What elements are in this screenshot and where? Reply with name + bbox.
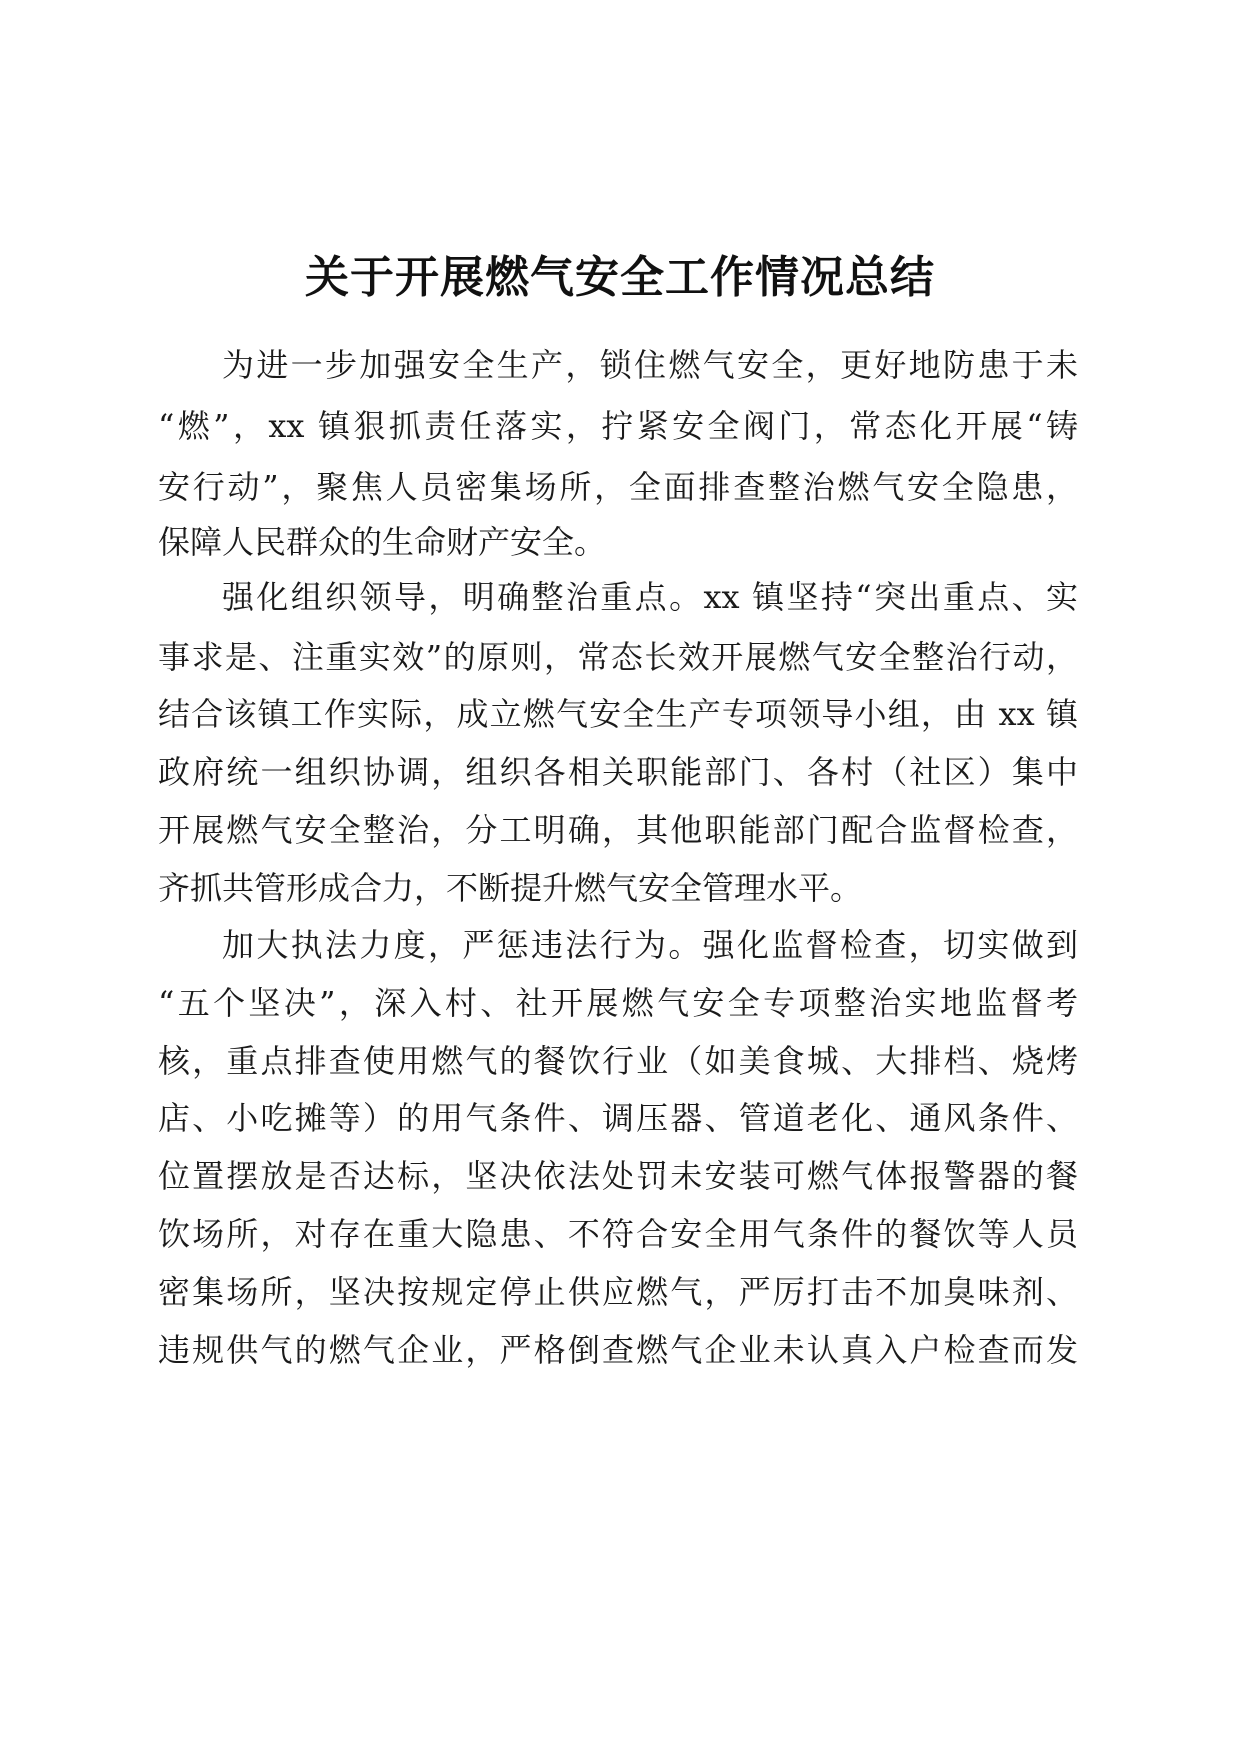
paragraph-3-line-4: 店、小吃摊等）的用气条件、调压器、管道老化、通风条件、 [158,1099,1078,1137]
paragraph-1-line-4: 保障人民群众的生命财产安全。 [158,523,607,561]
paragraph-2-line-6: 齐抓共管形成合力，不断提升燃气安全管理水平。 [158,869,863,907]
document-title: 关于开展燃气安全工作情况总结 [305,252,935,303]
paragraph-3-line-7: 密集场所，坚决按规定停止供应燃气，严厉打击不加臭味剂、 [158,1273,1078,1311]
paragraph-1-line-1: 为进一步加强安全生产，锁住燃气安全，更好地防患于未 [222,346,1078,384]
paragraph-3-line-3: 核，重点排查使用燃气的餐饮行业（如美食城、大排档、烧烤 [158,1042,1078,1080]
paragraph-3-line-8: 违规供气的燃气企业，严格倒查燃气企业未认真入户检查而发 [158,1331,1078,1369]
paragraph-3-line-6: 饮场所，对存在重大隐患、不符合安全用气条件的餐饮等人员 [158,1215,1078,1253]
paragraph-1-line-2: “燃”，xx 镇狠抓责任落实，拧紧安全阀门，常态化开展“铸 [158,407,1078,445]
paragraph-2-line-1: 强化组织领导，明确整治重点。xx 镇坚持“突出重点、实 [222,578,1078,616]
paragraph-2-line-2: 事求是、注重实效”的原则，常态长效开展燃气安全整治行动， [158,638,1078,676]
paragraph-2-line-3: 结合该镇工作实际，成立燃气安全生产专项领导小组，由 xx 镇 [158,695,1078,733]
paragraph-3-line-5: 位置摆放是否达标，坚决依法处罚未安装可燃气体报警器的餐 [158,1157,1078,1195]
paragraph-1-line-3: 安行动”，聚焦人员密集场所，全面排查整治燃气安全隐患， [158,468,1078,506]
paragraph-2-line-4: 政府统一组织协调，组织各相关职能部门、各村（社区）集中 [158,753,1078,791]
paragraph-3-line-1: 加大执法力度，严惩违法行为。强化监督检查，切实做到 [222,926,1078,964]
paragraph-2-line-5: 开展燃气安全整治，分工明确，其他职能部门配合监督检查， [158,811,1078,849]
paragraph-3-line-2: “五个坚决”，深入村、社开展燃气安全专项整治实地监督考 [158,984,1078,1022]
